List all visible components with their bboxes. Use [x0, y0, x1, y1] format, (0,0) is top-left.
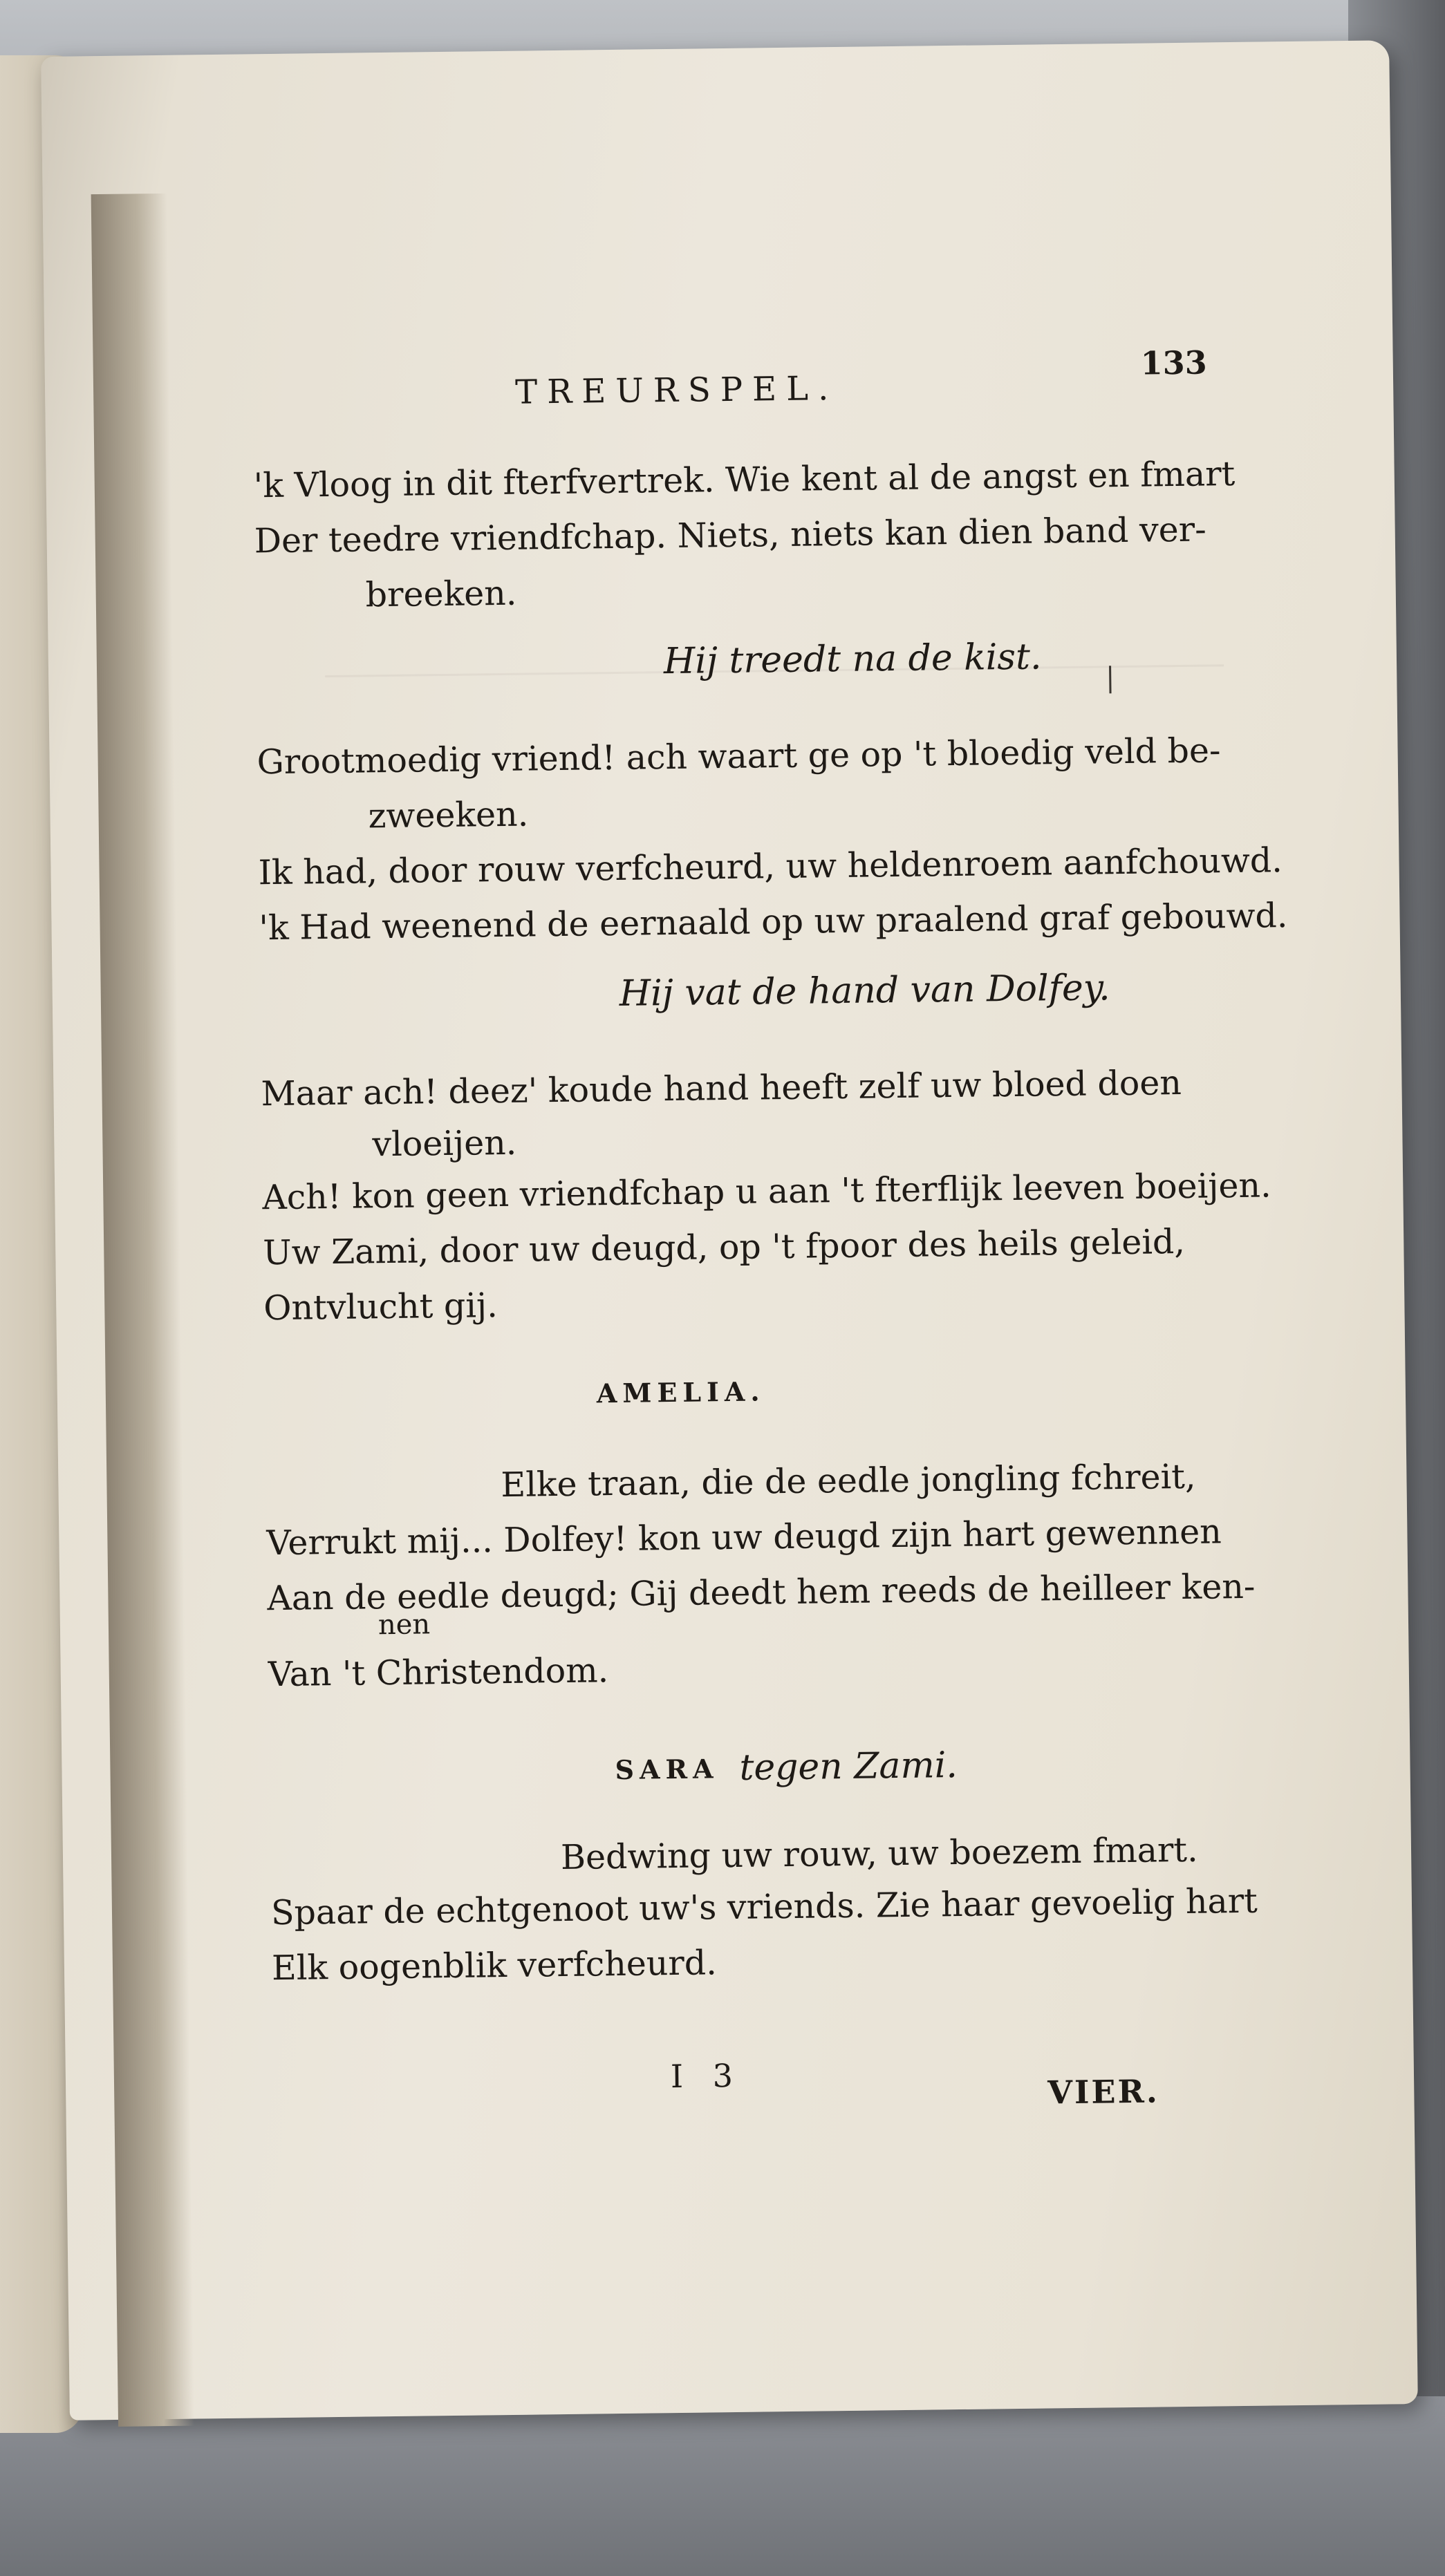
page-number: 133	[1140, 344, 1208, 382]
verse-line: Grootmoedig vriend! ach waart ge op 't bloedig veld be-	[257, 731, 1221, 782]
speaker-name: AMELIA.	[596, 1375, 765, 1409]
verse-line: 'k Had weenend de eernaald op uw praalend graf gebouwd.	[259, 896, 1288, 948]
stage-direction: tegen Zami.	[739, 1745, 958, 1789]
verse-line: Ontvlucht gij.	[263, 1286, 498, 1328]
verse-line: Ach! kon geen vriendfchap u aan 't fterflijk leeven boeijen.	[262, 1165, 1271, 1218]
verse-line: Bedwing uw rouw, uw boezem fmart.	[560, 1830, 1198, 1878]
stage-direction: Hij treedt na de kist.	[663, 636, 1042, 683]
catchword: VIER.	[1047, 2072, 1160, 2112]
signature-mark: I 3	[670, 2056, 743, 2096]
stage-direction: Hij vat de hand van Dolfey.	[619, 967, 1110, 1015]
page-gutter-shadow	[91, 194, 194, 2427]
verse-line: Aan de eedle deugd; Gij deedt hem reeds de heilleer ken-	[267, 1566, 1256, 1619]
verse-line: vloeijen.	[372, 1122, 517, 1165]
verse-line: zweeken.	[368, 794, 529, 836]
verse-line: Spaar de echtgenoot uw's vriends. Zie haar gevoelig hart	[270, 1881, 1258, 1933]
speaker-name: SARA	[615, 1753, 719, 1786]
background-bottom	[0, 2396, 1445, 2576]
verse-line: Verrukt mij... Dolfey! kon uw deugd zijn hart gewennen	[266, 1512, 1222, 1563]
verse-line: Elk oogenblik verfcheurd.	[271, 1943, 718, 1989]
verse-line: nen	[377, 1608, 431, 1642]
verse-line: Der teedre vriendfchap. Niets, niets kan dien band ver-	[254, 509, 1207, 561]
ink-mark	[1109, 666, 1111, 693]
running-title: TREURSPEL.	[514, 368, 839, 412]
verse-line: Uw Zami, door uw deugd, op 't fpoor des heils geleid,	[263, 1221, 1186, 1273]
verse-line: Ik had, door rouw verfcheurd, uw heldenroem aanfchouwd.	[258, 840, 1283, 893]
verse-line: Elke traan, die de eedle jongling fchreit,	[501, 1456, 1196, 1505]
verse-line: 'k Vloog in dit fterfvertrek. Wie kent al de angst en fmart	[253, 453, 1236, 506]
verse-line: Maar ach! deez' koude hand heeft zelf uw bloed doen	[261, 1062, 1182, 1114]
book-page	[41, 40, 1418, 2420]
verse-line: Van 't Christendom.	[268, 1651, 609, 1695]
verse-line: breeken.	[365, 573, 517, 615]
